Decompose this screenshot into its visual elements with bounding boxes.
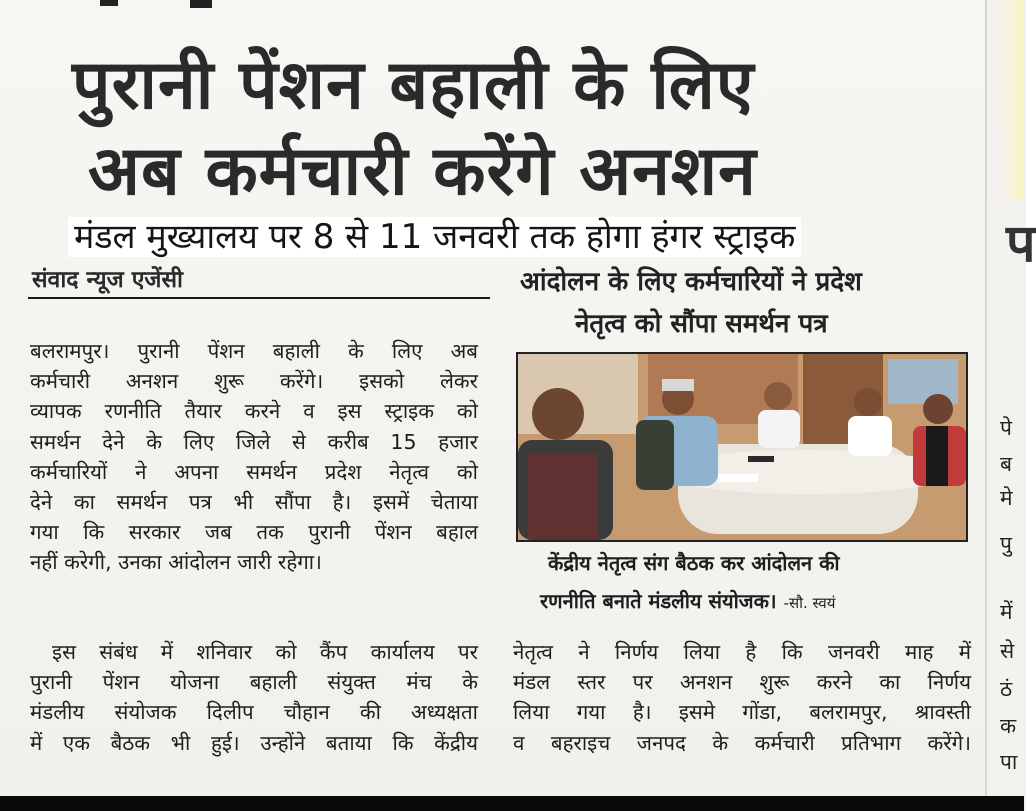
- article-line: कर्मचारी अनशन शुरू करेंगे। इसको लेकर: [30, 369, 478, 394]
- meeting-photo: [516, 352, 968, 542]
- article-line: में एक बैठक भी हुई। उन्होंने बताया कि केंद्रीय: [30, 730, 478, 755]
- article-line: व्यापक रणनीति तैयार करने व इस स्ट्राइक को: [30, 399, 478, 424]
- cut-mark: [100, 0, 118, 6]
- column-rule: [28, 297, 490, 299]
- article-line: नेतृत्व ने निर्णय लिया है कि जनवरी माह में: [513, 640, 971, 664]
- adjacent-text-fragment: में: [1000, 600, 1013, 624]
- photo-caption-text: रणनीति बनाते मंडलीय संयोजक।: [540, 589, 777, 613]
- article-line: इस संबंध में शनिवार को कैंप कार्यालय पर: [52, 640, 478, 664]
- paper-edge-glow: [1000, 0, 1024, 200]
- article-line: लिया गया है। इसमे गोंडा, बलरामपुर, श्रावस्ती: [513, 700, 971, 725]
- article-paragraph-2: [30, 637, 478, 758]
- photo-caption-line-2: [540, 587, 835, 614]
- article-line: नहीं करेगी, उनका आंदोलन जारी रहेगा।: [30, 550, 322, 575]
- adjacent-text-fragment: क: [1000, 714, 1017, 738]
- article-line: कर्मचारियों ने अपना समर्थन प्रदेश नेतृत्व को: [30, 459, 478, 484]
- meeting-photo-illustration: [518, 354, 966, 540]
- adjacent-text-fragment: से: [1000, 639, 1015, 663]
- subheadline: मंडल मुख्यालय पर 8 से 11 जनवरी तक होगा हंगर स्ट्राइक: [68, 217, 801, 257]
- photo-credit: -सौ. स्वयं: [783, 594, 836, 612]
- article-line: गया कि सरकार जब तक पुरानी पेंशन बहाल: [30, 520, 478, 545]
- adjacent-text-fragment: पे: [1000, 416, 1012, 440]
- adjacent-text-fragment: पु: [1000, 532, 1012, 556]
- headline-line-2: अब कर्मचारी करेंगे अनशन: [88, 132, 757, 211]
- side-headline-line-1: आंदोलन के लिए कर्मचारियों ने प्रदेश: [520, 267, 862, 297]
- adjacent-text-fragment: ब: [1000, 452, 1012, 476]
- headline-line-1: पुरानी पेंशन बहाली के लिए: [72, 46, 755, 125]
- adjacent-text-fragment: ठं: [1000, 677, 1013, 701]
- article-line: देने का समर्थन पत्र भी सौंपा है। इसमें चेताया: [30, 490, 478, 515]
- article-right-column: [513, 637, 971, 758]
- adjacent-text-fragment: पा: [1000, 750, 1018, 774]
- article-line: पुरानी पेंशन योजना बहाली संयुक्त मंच के: [30, 670, 478, 695]
- article-line: मंडल स्तर पर अनशन शुरू करने का निर्णय: [513, 670, 971, 695]
- photo-caption-line-1: केंद्रीय नेतृत्व संग बैठक कर आंदोलन की: [548, 551, 840, 575]
- article-line: समर्थन देने के लिए जिले से करीब 15 हजार: [30, 429, 478, 454]
- cut-mark: [190, 0, 212, 8]
- byline: संवाद न्यूज एजेंसी: [32, 267, 184, 293]
- article-paragraph-1: [30, 336, 478, 578]
- article-line: व बहराइच जनपद के कर्मचारी प्रतिभाग करेंगे।: [513, 730, 971, 755]
- adjacent-text-fragment: मे: [1000, 486, 1013, 510]
- side-headline-line-2: नेतृत्व को सौंपा समर्थन पत्र: [575, 309, 828, 339]
- article-line: मंडलीय संयोजक दिलीप चौहान की अध्यक्षता: [30, 700, 478, 725]
- adjacent-headline-fragment: प: [1006, 214, 1036, 274]
- bottom-dark-edge: [0, 796, 1024, 811]
- article-line: बलरामपुर। पुरानी पेंशन बहाली के लिए अब: [30, 339, 478, 363]
